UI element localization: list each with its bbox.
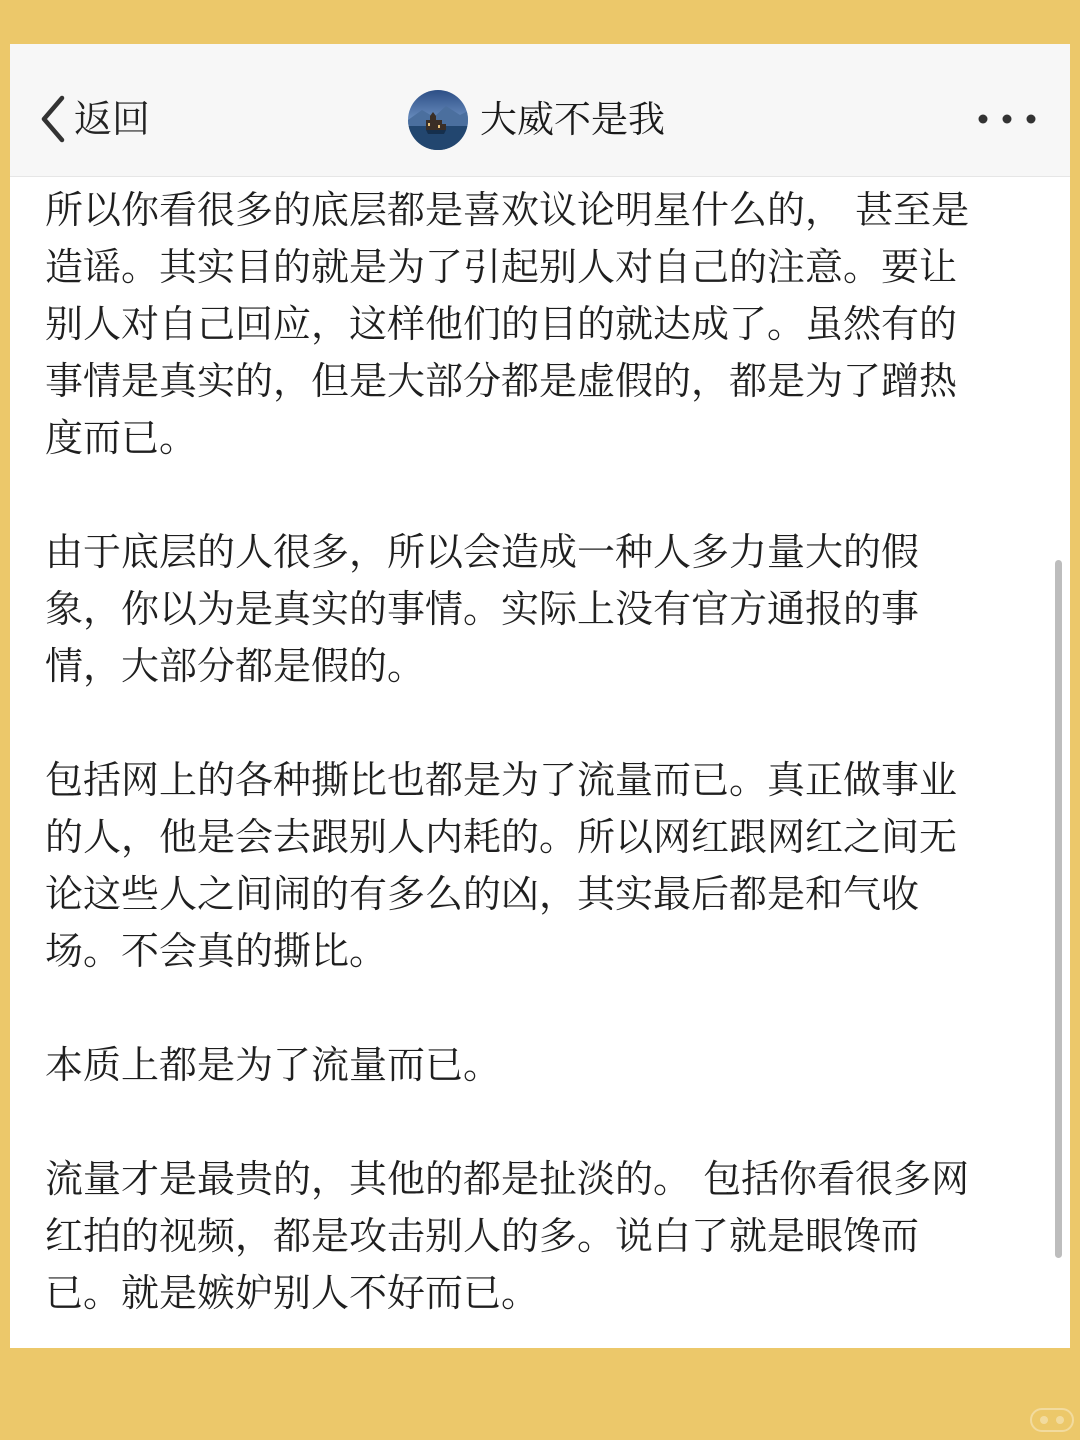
author-name[interactable]: 大威不是我 (480, 98, 665, 141)
paragraph: 所以你看很多的底层都是喜欢议论明星什么的， 甚至是 造谣。其实目的就是为了引起别人对自己的注意。要让 别人对自己回应，这样他们的目的就达成了。虽然有的 事情是真实的，但是大部分都是虚假的，都是为了蹭热 度而已。 (45, 188, 970, 460)
post-body (45, 182, 1035, 1322)
back-label: 返回 (74, 97, 151, 141)
paragraph: 本质上都是为了流量而已。 (45, 1043, 502, 1087)
watermark-icon (1030, 1408, 1074, 1432)
navigation-bar (10, 44, 1070, 177)
author-header[interactable] (408, 90, 665, 150)
more-dots-icon (974, 104, 1040, 134)
post-card (10, 44, 1070, 1348)
paragraph: 包括网上的各种撕比也都是为了流量而已。真正做事业 的人，他是会去跟别人内耗的。所以网红跟网红之间无 论这些人之间闹的有多么的凶，其实最后都是和气收 场。不会真的撕比。 (45, 758, 958, 973)
paragraph: 由于底层的人很多，所以会造成一种人多力量大的假 象，你以为是真实的事情。实际上没有官方通报的事 情，大部分都是假的。 (45, 530, 920, 688)
more-button[interactable] (974, 104, 1040, 134)
back-button[interactable] (38, 94, 150, 144)
paragraph: 流量才是最贵的，其他的都是扯淡的。 包括你看很多网 红拍的视频，都是攻击别人的多。说白了就是眼馋而 已。就是嫉妒别人不好而已。 (45, 1157, 970, 1315)
avatar[interactable] (408, 90, 468, 150)
scrollbar[interactable] (1055, 560, 1062, 1258)
chevron-left-icon (38, 94, 68, 144)
